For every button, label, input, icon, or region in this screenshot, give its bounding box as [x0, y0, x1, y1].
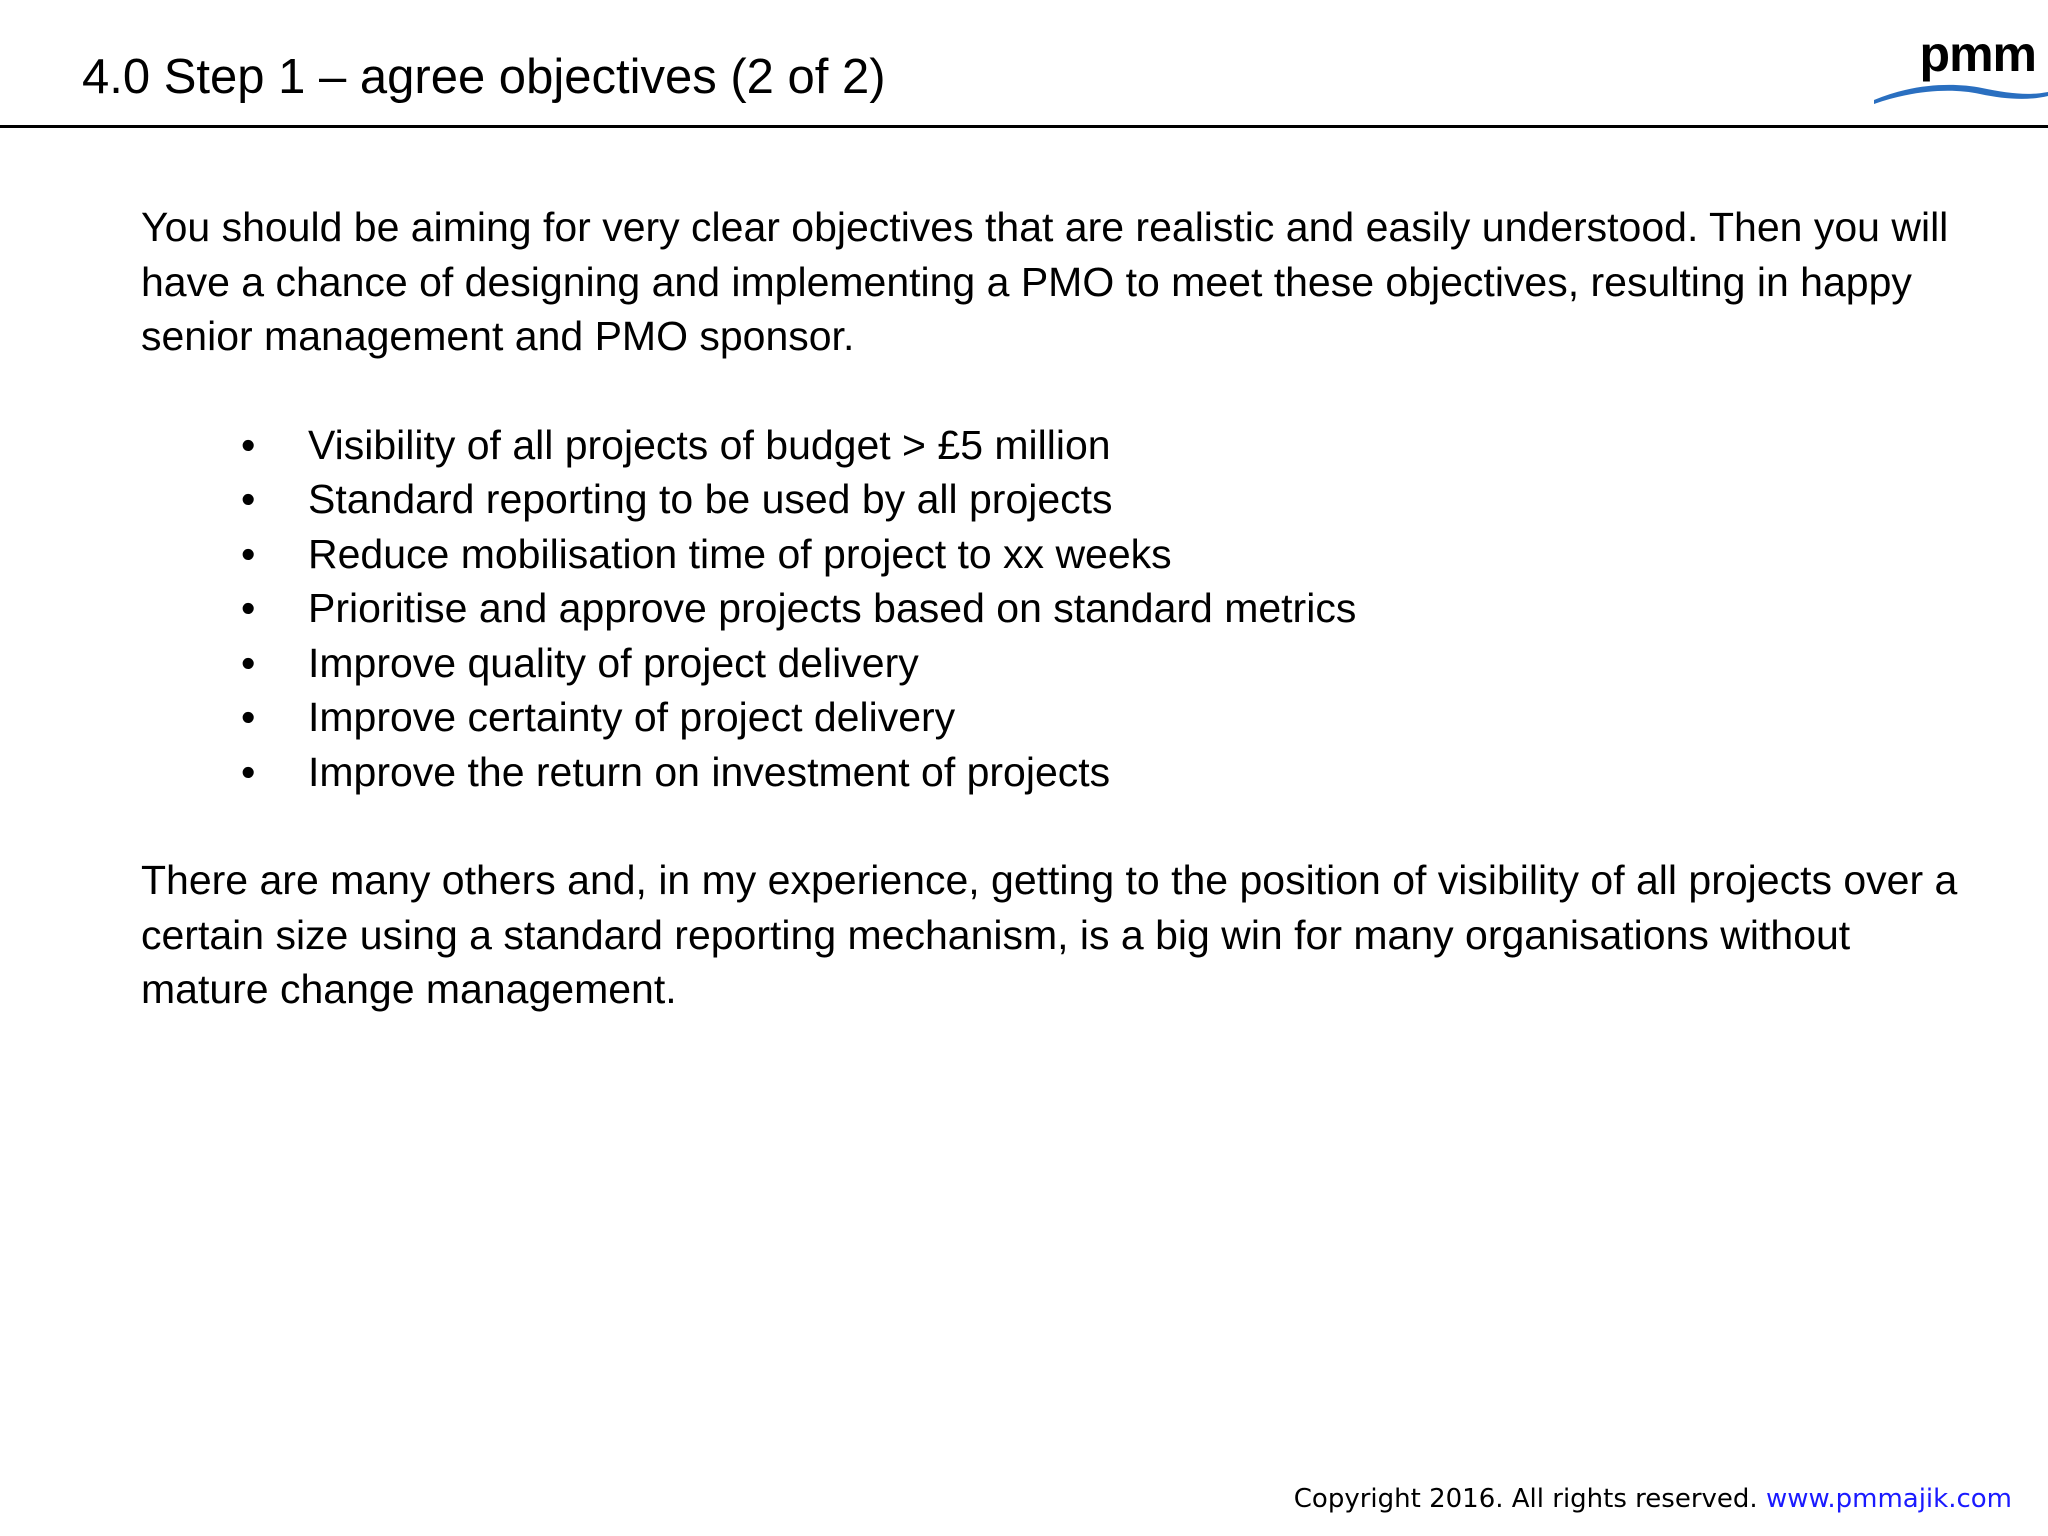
footer	[1294, 1480, 2012, 1518]
list-item	[241, 581, 1971, 636]
bullet-icon: •	[241, 476, 256, 522]
intro-paragraph: You should be aiming for very clear objectives that are realistic and easily understood. Then you will have a chance of designing and implementing a PMO to meet these objectives, resulting in happy senior management and PMO sponsor.	[141, 204, 1949, 359]
copyright-text: Copyright 2016. All rights reserved.	[1293, 1484, 1766, 1514]
list-item-text: Reduce mobilisation time of project to xx weeks	[308, 530, 1172, 577]
list-item-text: Improve certainty of project delivery	[308, 694, 956, 740]
bullet-icon: •	[241, 748, 256, 795]
bullet-icon: •	[241, 585, 256, 631]
logo-wave-icon	[1872, 74, 2048, 108]
list-item	[241, 418, 1971, 473]
list-item-text: Improve quality of project delivery	[308, 639, 919, 686]
bullet-icon: •	[241, 421, 256, 468]
header-divider	[0, 125, 2048, 128]
pmm-logo	[1872, 28, 2048, 108]
closing-paragraph: There are many others and, in my experience, getting to the position of visibility of all projects over a certain size using a standard reporting mechanism, is a big win for many organisations without mature change management.	[141, 857, 1958, 1012]
bullet-icon: •	[241, 530, 256, 577]
list-item	[241, 472, 1971, 527]
list-item-text: Improve the return on investment of projects	[308, 748, 1111, 795]
slide-title: 4.0 Step 1 – agree objectives (2 of 2)	[82, 50, 886, 104]
list-item-text: Visibility of all projects of budget > £5 million	[308, 421, 1111, 468]
list-item	[241, 636, 1971, 691]
logo-text: pmm	[1919, 26, 2036, 82]
objectives-list	[141, 418, 1971, 800]
slide-header	[0, 0, 2048, 130]
list-item-text: Standard reporting to be used by all projects	[308, 476, 1113, 522]
bullet-icon: •	[241, 694, 256, 740]
list-item	[241, 527, 1971, 582]
list-item-text: Prioritise and approve projects based on standard metrics	[308, 585, 1357, 631]
list-item	[241, 690, 1971, 745]
website-link[interactable]: www.pmmajik.com	[1765, 1484, 2012, 1514]
list-item	[241, 745, 1971, 800]
bullet-icon: •	[241, 639, 256, 686]
slide-body	[141, 200, 1971, 1017]
